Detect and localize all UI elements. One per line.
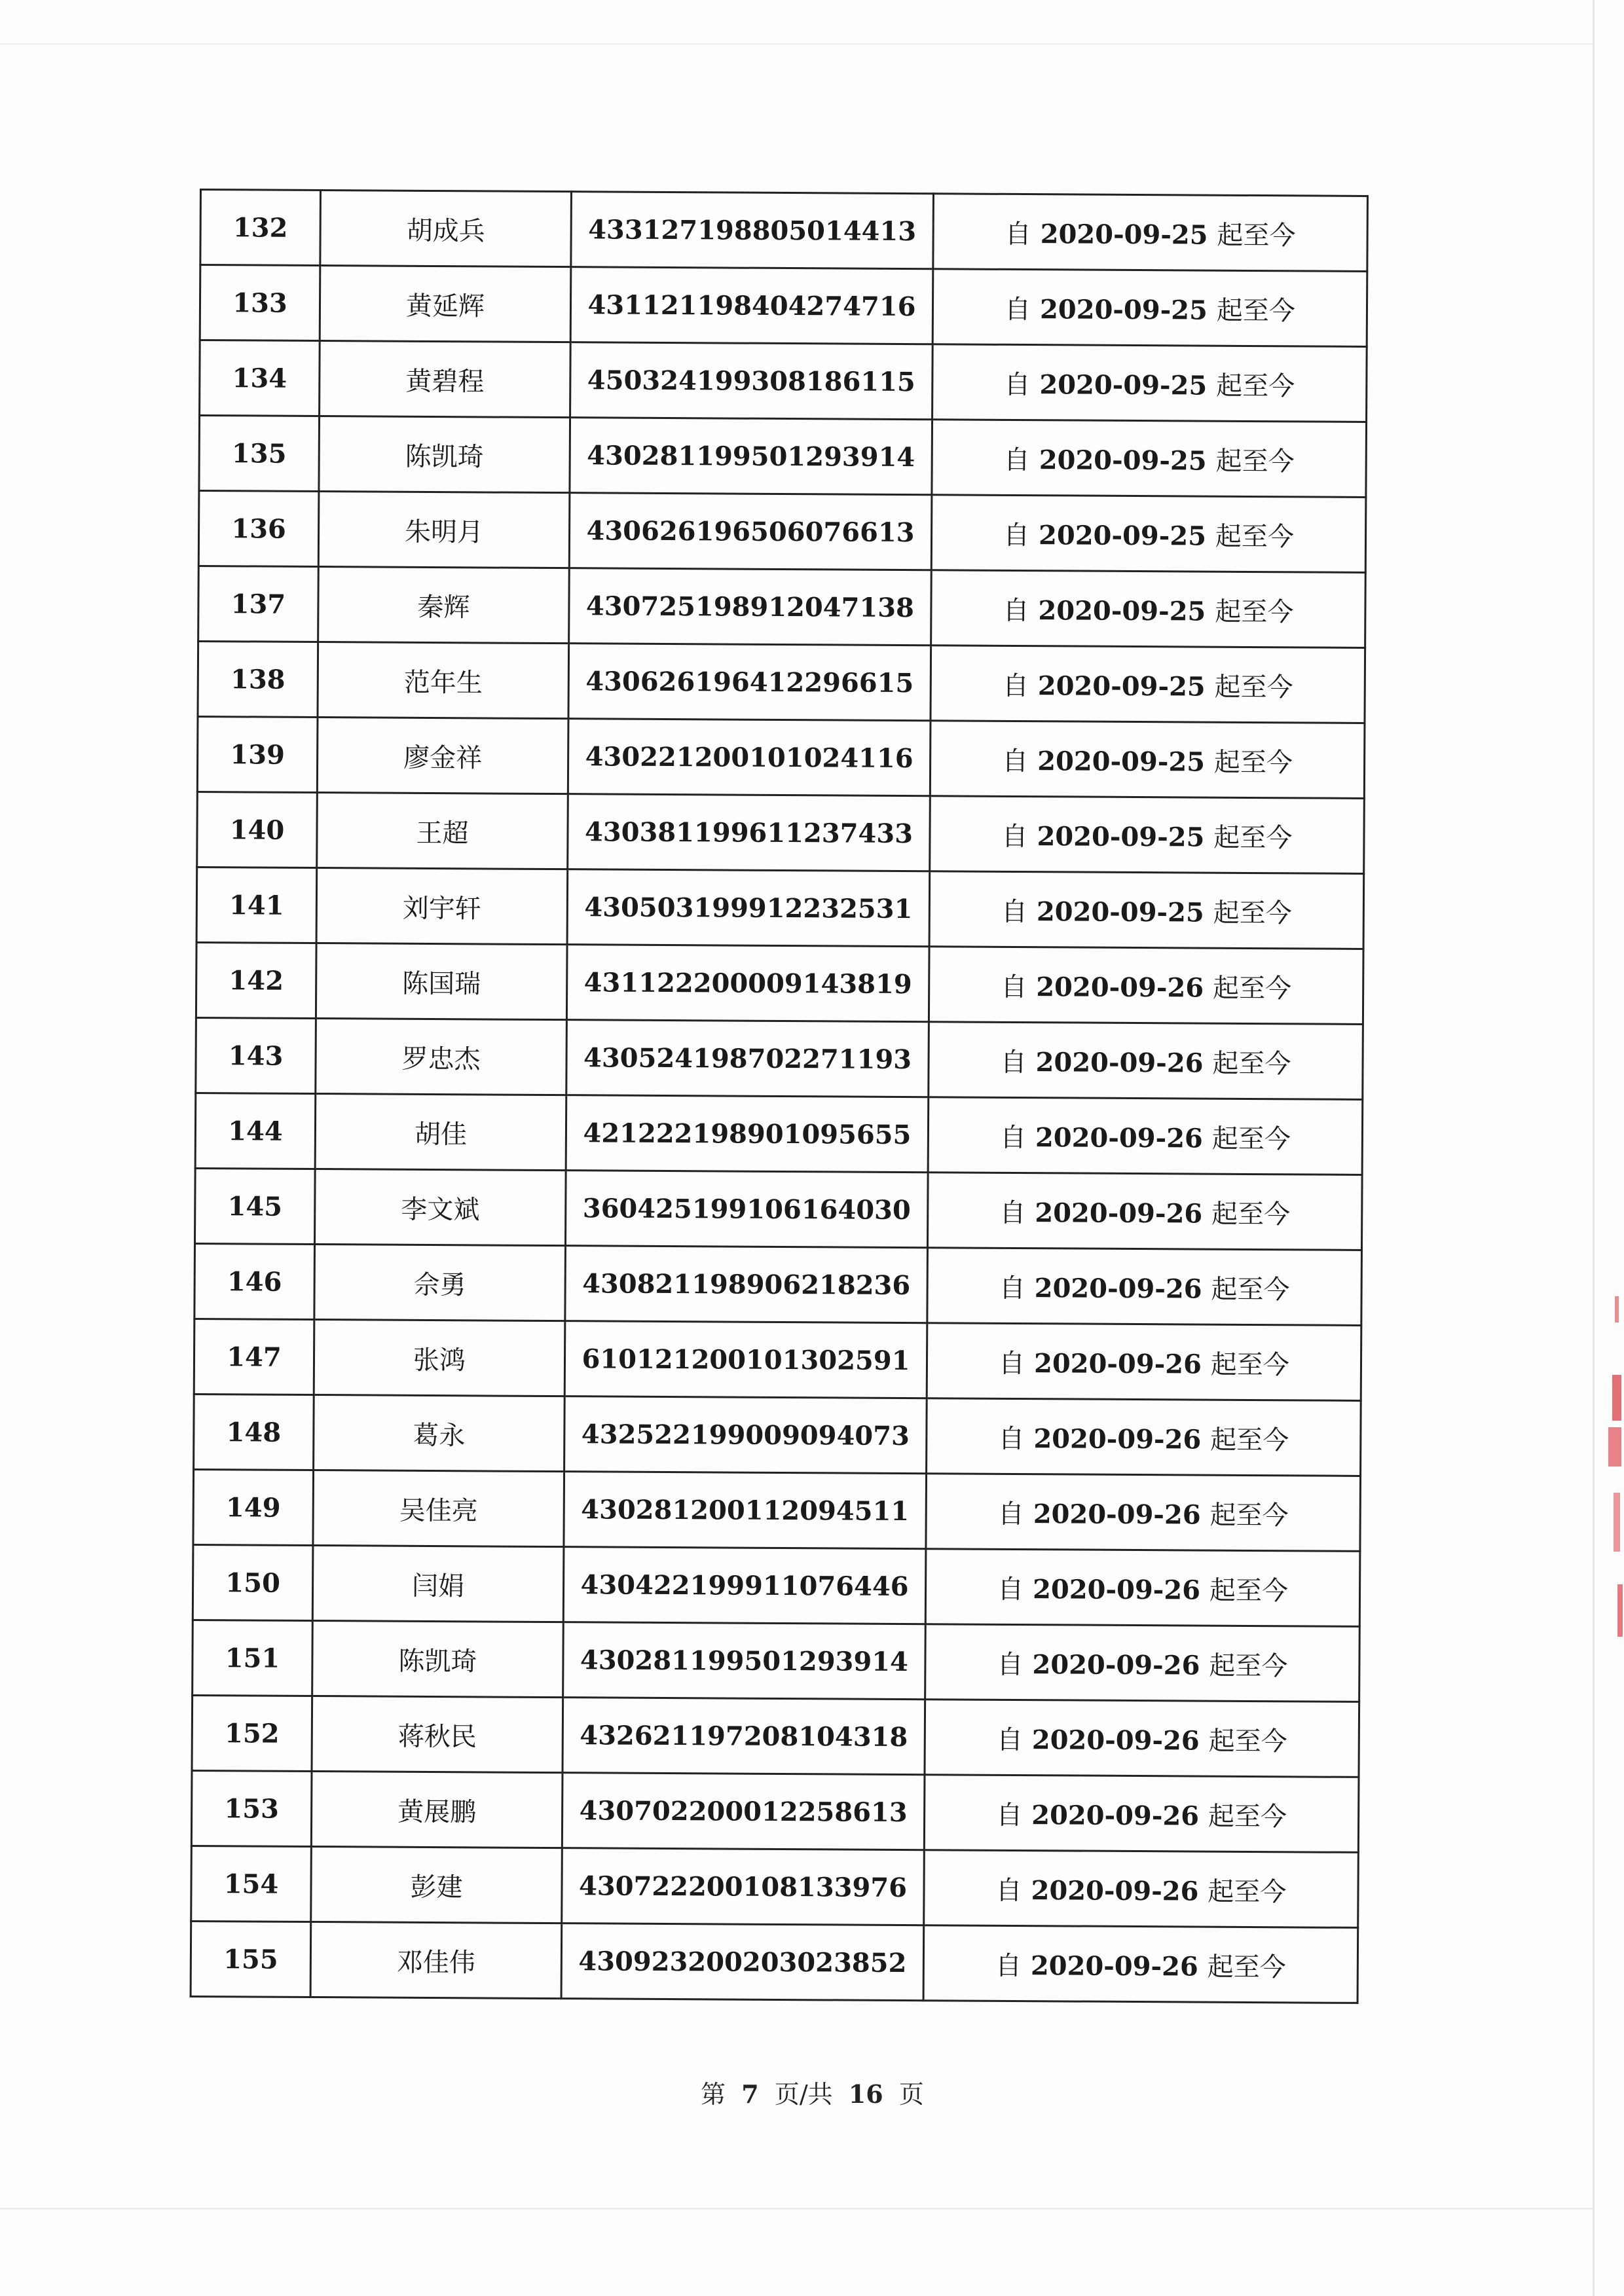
period-prefix: 自 [1004, 369, 1031, 400]
row-number-cell: 138 [198, 641, 318, 717]
row-number-cell: 141 [196, 867, 317, 943]
scan-edge-right [1593, 0, 1595, 2296]
period-cell [926, 1474, 1361, 1552]
row-number-cell: 150 [193, 1544, 313, 1620]
row-number-cell: 142 [196, 942, 316, 1018]
row-number-cell: 148 [194, 1394, 314, 1470]
period-start-date: 2020-09-26 [1031, 1724, 1200, 1757]
person-name-cell: 黄碧程 [320, 341, 571, 418]
period-suffix: 起至今 [1208, 1801, 1287, 1832]
id-number-cell: 430626196506076613 [569, 493, 932, 570]
table-row [193, 1469, 1361, 1551]
id-number-cell: 430722200108133976 [562, 1848, 925, 1925]
person-name-cell: 罗忠杰 [316, 1019, 567, 1095]
period-cell [931, 646, 1365, 723]
id-number-cell: 430821198906218236 [565, 1246, 928, 1323]
period-cell [925, 1549, 1360, 1627]
period-suffix: 起至今 [1209, 1650, 1288, 1681]
period-cell [927, 1248, 1362, 1326]
period-suffix: 起至今 [1210, 1349, 1289, 1380]
table-row [193, 1544, 1360, 1626]
period-start-date: 2020-09-25 [1036, 896, 1204, 928]
table-row [191, 1770, 1359, 1852]
records-table [190, 189, 1369, 2004]
person-name-cell: 陈凯琦 [319, 416, 570, 493]
period-cell [925, 1624, 1360, 1702]
table-row [195, 1093, 1363, 1175]
period-start-date: 2020-09-26 [1036, 971, 1204, 1004]
row-number-cell: 152 [192, 1695, 312, 1771]
period-cell [930, 721, 1365, 799]
person-name-cell: 朱明月 [318, 492, 570, 568]
period-prefix: 自 [999, 1122, 1027, 1153]
person-name-cell: 王超 [317, 793, 568, 869]
period-cell [928, 1097, 1363, 1175]
id-number-cell: 360425199106164030 [565, 1171, 928, 1248]
period-prefix: 自 [1003, 520, 1030, 551]
id-number-cell: 430626196412296615 [568, 644, 931, 721]
person-name-cell: 邓佳伟 [310, 1922, 562, 1998]
period-suffix: 起至今 [1209, 1500, 1289, 1531]
period-suffix: 起至今 [1215, 596, 1294, 627]
period-prefix: 自 [1002, 670, 1029, 701]
id-number-cell: 430923200203023852 [561, 1923, 924, 2001]
id-number-cell: 430725198912047138 [569, 568, 932, 646]
period-start-date: 2020-09-25 [1039, 444, 1207, 477]
period-suffix: 起至今 [1210, 1425, 1289, 1455]
id-number-cell: 430221200101024116 [568, 719, 931, 796]
table-row [194, 1168, 1362, 1250]
table-row [194, 1243, 1362, 1325]
table-row [194, 1319, 1361, 1400]
id-number-cell: 432522199009094073 [564, 1396, 927, 1474]
period-suffix: 起至今 [1215, 446, 1295, 477]
period-prefix: 自 [1001, 821, 1028, 852]
period-cell [932, 269, 1367, 347]
person-name-cell: 黄延辉 [320, 266, 571, 342]
table-row [197, 792, 1365, 873]
period-prefix: 自 [1001, 972, 1027, 1002]
period-start-date: 2020-09-26 [1033, 1573, 1201, 1606]
row-number-cell: 143 [196, 1017, 316, 1093]
period-suffix: 起至今 [1215, 521, 1295, 552]
table-row [200, 265, 1367, 347]
period-cell [925, 1700, 1359, 1777]
period-cell [931, 495, 1366, 573]
period-cell [929, 871, 1364, 949]
period-cell [924, 1850, 1359, 1928]
period-suffix: 起至今 [1209, 1575, 1289, 1606]
scan-edge-top [0, 43, 1593, 45]
footer-prefix: 第 [701, 2080, 726, 2109]
row-number-cell: 151 [193, 1620, 313, 1696]
table-row [194, 1394, 1361, 1476]
id-number-cell: 431121198404274716 [570, 267, 933, 344]
id-number-cell: 430503199912232531 [567, 869, 930, 947]
id-number-cell: 430281199501293914 [570, 418, 932, 495]
period-prefix: 自 [996, 1724, 1024, 1755]
period-prefix: 自 [1003, 445, 1030, 475]
person-name-cell: 闫娟 [312, 1545, 564, 1622]
id-number-cell: 421222198901095655 [566, 1095, 929, 1173]
period-prefix: 自 [1004, 294, 1031, 325]
row-number-cell: 146 [194, 1243, 315, 1319]
period-suffix: 起至今 [1208, 1876, 1287, 1907]
period-cell [931, 570, 1366, 648]
period-start-date: 2020-09-26 [1035, 1197, 1203, 1230]
period-prefix: 自 [997, 1499, 1024, 1529]
period-start-date: 2020-09-26 [1035, 1046, 1204, 1079]
table-row [200, 340, 1367, 422]
table-row [200, 190, 1368, 272]
period-cell [924, 1775, 1359, 1853]
id-number-cell: 430281200112094511 [564, 1472, 927, 1549]
period-cell [929, 1022, 1363, 1100]
person-name-cell: 秦辉 [318, 567, 570, 644]
person-name-cell: 胡成兵 [320, 191, 572, 267]
row-number-cell: 133 [200, 265, 320, 341]
table-row [198, 566, 1366, 647]
row-number-cell: 135 [199, 416, 320, 492]
person-name-cell: 张鸿 [314, 1320, 565, 1396]
period-prefix: 自 [999, 1197, 1026, 1228]
red-seal-fragment-icon [1595, 1296, 1624, 1663]
period-start-date: 2020-09-26 [1031, 1874, 1199, 1907]
period-start-date: 2020-09-26 [1030, 1950, 1198, 1982]
footer-suffix: 页 [898, 2080, 924, 2109]
person-name-cell: 陈凯琦 [312, 1620, 564, 1697]
table-body [191, 190, 1367, 2003]
period-prefix: 自 [1005, 219, 1031, 249]
person-name-cell: 蒋秋民 [312, 1696, 563, 1772]
period-cell [923, 1925, 1358, 2003]
period-prefix: 自 [998, 1423, 1025, 1454]
current-page-number: 7 [741, 2079, 759, 2109]
period-suffix: 起至今 [1213, 898, 1292, 928]
period-suffix: 起至今 [1211, 1274, 1290, 1305]
id-number-cell: 430381199611237433 [568, 794, 931, 871]
period-suffix: 起至今 [1216, 295, 1295, 326]
period-suffix: 起至今 [1213, 822, 1293, 853]
id-number-cell: 430422199911076446 [563, 1547, 926, 1624]
period-start-date: 2020-09-26 [1031, 1799, 1200, 1832]
row-number-cell: 154 [191, 1846, 312, 1922]
page-footer [701, 2074, 924, 2110]
table-row [192, 1695, 1359, 1777]
table-row [191, 1921, 1358, 2003]
row-number-cell: 147 [194, 1319, 314, 1394]
person-name-cell: 吴佳亮 [313, 1470, 564, 1547]
id-number-cell: 432621197208104318 [563, 1698, 925, 1775]
row-number-cell: 144 [195, 1093, 316, 1169]
person-name-cell: 廖金祥 [317, 718, 568, 794]
period-start-date: 2020-09-25 [1037, 745, 1206, 778]
period-prefix: 自 [998, 1348, 1025, 1379]
period-cell [933, 194, 1368, 272]
period-suffix: 起至今 [1217, 220, 1296, 251]
period-suffix: 起至今 [1211, 1123, 1291, 1154]
period-start-date: 2020-09-25 [1038, 594, 1206, 627]
person-name-cell: 胡佳 [315, 1094, 566, 1171]
table-row [198, 491, 1366, 573]
period-prefix: 自 [996, 1800, 1023, 1831]
period-start-date: 2020-09-26 [1032, 1649, 1200, 1681]
period-start-date: 2020-09-25 [1037, 820, 1205, 853]
id-number-cell: 430702200012258613 [562, 1773, 925, 1850]
row-number-cell: 153 [191, 1770, 312, 1846]
period-suffix: 起至今 [1213, 747, 1293, 778]
id-number-cell: 433127198805014413 [571, 192, 934, 269]
period-suffix: 起至今 [1216, 371, 1295, 401]
id-number-cell: 610121200101302591 [564, 1321, 927, 1398]
period-prefix: 自 [1001, 896, 1028, 927]
table-row [196, 1017, 1363, 1099]
period-cell [927, 1398, 1361, 1476]
period-start-date: 2020-09-25 [1037, 670, 1206, 702]
period-start-date: 2020-09-25 [1039, 293, 1208, 326]
row-number-cell: 155 [191, 1921, 311, 1997]
row-number-cell: 145 [194, 1168, 315, 1244]
person-name-cell: 范年生 [318, 642, 569, 719]
table-row [196, 942, 1363, 1024]
row-number-cell: 139 [197, 716, 318, 792]
period-prefix: 自 [997, 1574, 1024, 1605]
row-number-cell: 134 [200, 340, 320, 416]
id-number-cell: 430524198702271193 [566, 1020, 929, 1097]
period-suffix: 起至今 [1212, 973, 1292, 1004]
person-name-cell: 黄展鹏 [311, 1771, 563, 1848]
table-row [197, 716, 1365, 798]
period-prefix: 自 [1002, 746, 1029, 776]
person-name-cell: 陈国瑞 [316, 943, 567, 1020]
period-start-date: 2020-09-25 [1040, 218, 1208, 251]
period-start-date: 2020-09-26 [1034, 1272, 1202, 1305]
person-name-cell: 葛永 [314, 1395, 565, 1472]
id-number-cell: 431122200009143819 [566, 945, 929, 1022]
period-cell [932, 344, 1367, 422]
period-start-date: 2020-09-25 [1039, 369, 1208, 401]
period-cell [929, 947, 1363, 1025]
table-row [191, 1846, 1359, 1927]
total-pages-number: 16 [848, 2079, 883, 2109]
id-number-cell: 430281199501293914 [563, 1622, 926, 1700]
table-row [196, 867, 1364, 949]
period-suffix: 起至今 [1207, 1952, 1286, 1982]
person-name-cell: 李文斌 [314, 1169, 566, 1246]
period-cell [930, 796, 1365, 874]
row-number-cell: 140 [197, 792, 318, 867]
period-prefix: 自 [1003, 595, 1029, 626]
table-row [198, 641, 1365, 723]
table-row [193, 1620, 1360, 1702]
person-name-cell: 彭建 [311, 1846, 563, 1923]
period-cell [927, 1173, 1362, 1250]
row-number-cell: 149 [193, 1469, 314, 1545]
period-prefix: 自 [995, 1950, 1022, 1981]
row-number-cell: 132 [200, 190, 321, 266]
scan-edge-bottom [0, 2208, 1593, 2210]
table-row [199, 416, 1367, 498]
period-prefix: 自 [999, 1273, 1025, 1303]
period-start-date: 2020-09-26 [1033, 1423, 1202, 1455]
period-prefix: 自 [995, 1875, 1022, 1906]
footer-middle: 页/共 [774, 2080, 833, 2109]
period-prefix: 自 [997, 1649, 1024, 1680]
period-cell [927, 1323, 1361, 1401]
person-name-cell: 佘勇 [314, 1245, 566, 1321]
period-start-date: 2020-09-26 [1035, 1121, 1203, 1154]
id-number-cell: 450324199308186115 [570, 342, 933, 420]
row-number-cell: 136 [198, 491, 319, 567]
period-start-date: 2020-09-26 [1033, 1347, 1202, 1380]
person-name-cell: 刘宇轩 [316, 868, 568, 945]
period-cell [932, 420, 1367, 498]
period-start-date: 2020-09-26 [1033, 1498, 1201, 1531]
period-suffix: 起至今 [1214, 672, 1293, 702]
period-prefix: 自 [1000, 1047, 1027, 1078]
period-suffix: 起至今 [1208, 1726, 1287, 1757]
period-suffix: 起至今 [1211, 1199, 1291, 1230]
period-start-date: 2020-09-25 [1038, 519, 1207, 552]
row-number-cell: 137 [198, 566, 319, 642]
period-suffix: 起至今 [1212, 1048, 1291, 1079]
